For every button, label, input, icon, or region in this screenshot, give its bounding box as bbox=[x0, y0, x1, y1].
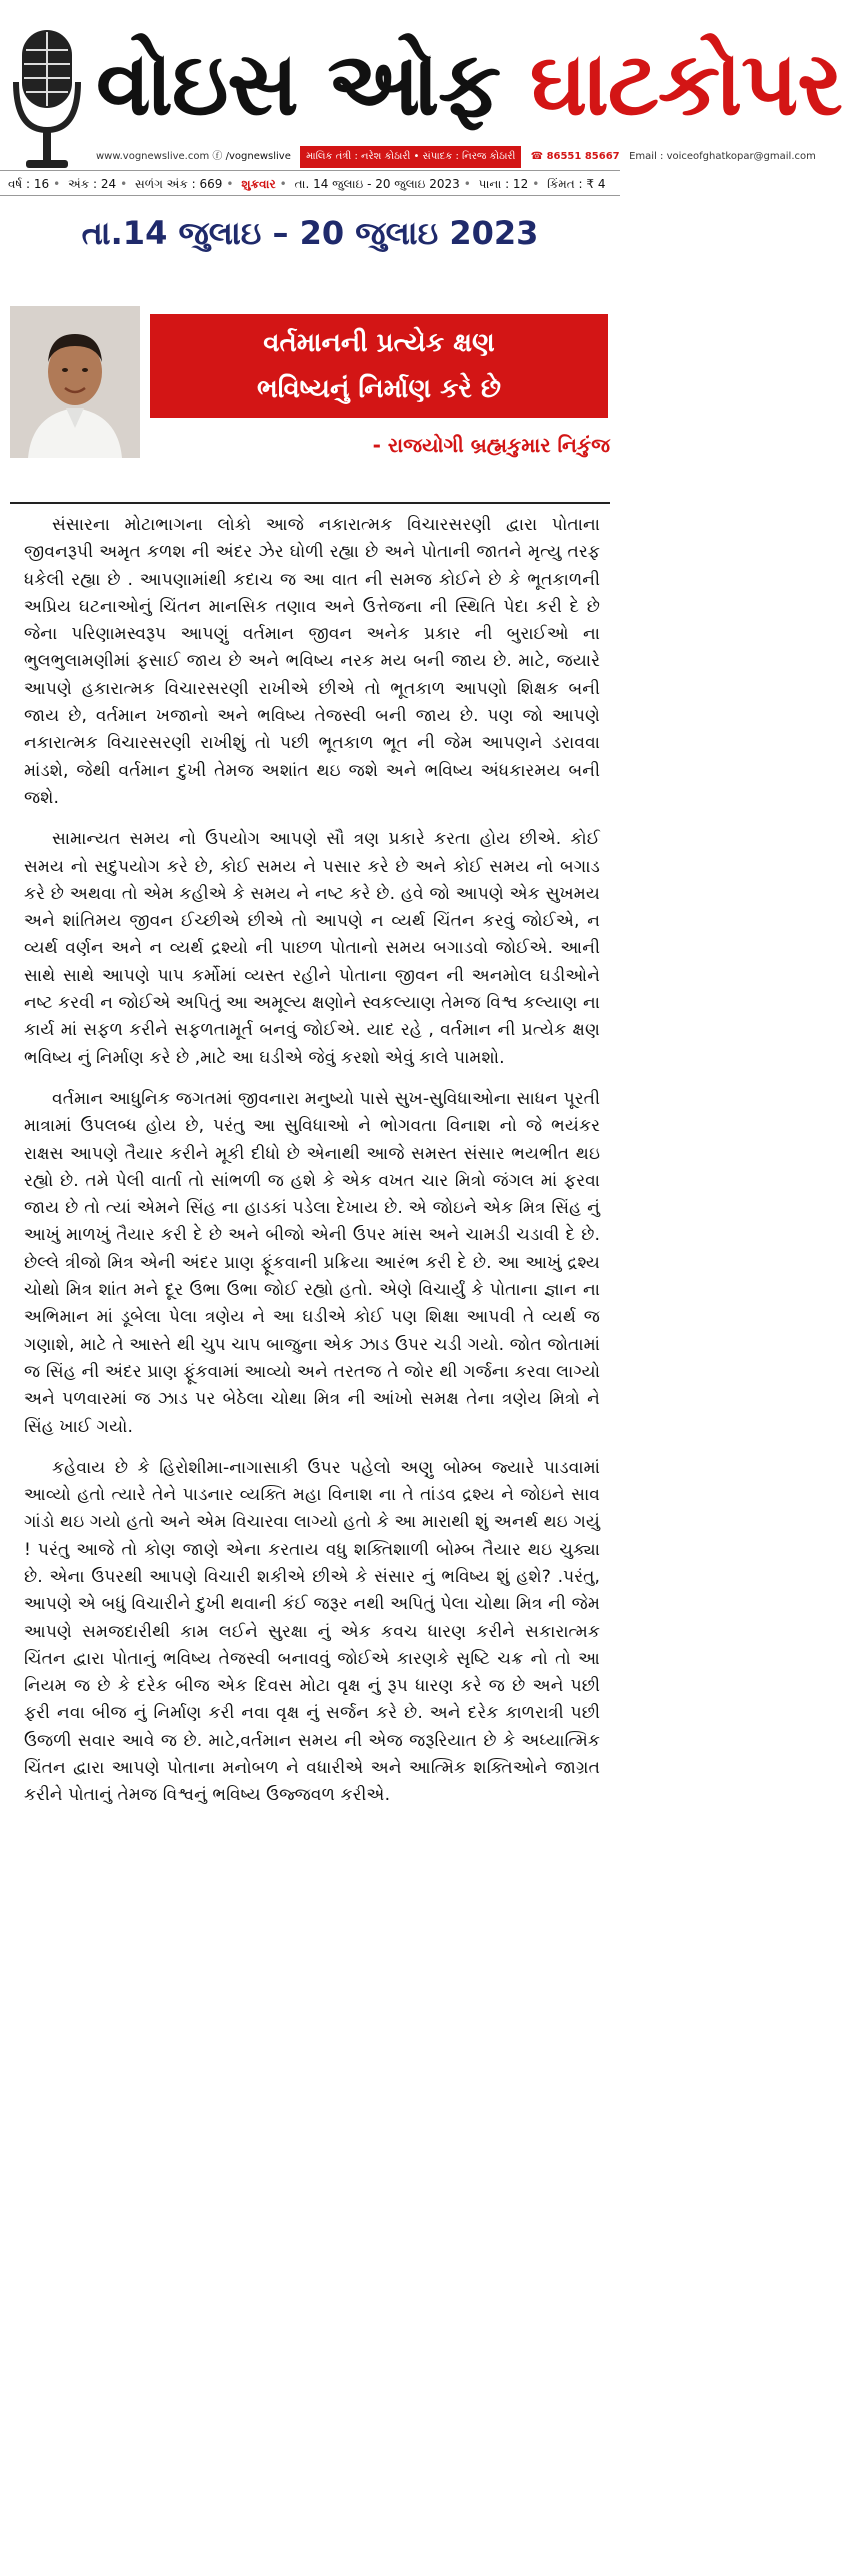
issue-pages: પાના : 12 bbox=[478, 177, 529, 191]
newspaper-title-part1: વોઇસ ઓફ bbox=[96, 32, 501, 135]
article-paragraph: સામાન્યત સમય નો ઉપયોગ આપણે સૌ ત્રણ પ્રકારે કરતા હોય છીએ. કોઈ સમય નો સદુપયોગ કરે છે, કોઈ સમય ને પસાર કરે છે અને કોઈ સમય નો બગાડ કરે છે અથવા તો એમ કહીએ કે સમય ને નષ્ટ કરે છે. હવે જો આપણે એક સુખમય અને શાંતિમય જીવન ઈચ્છીએ છીએ તો આપણે ન વ્યર્થ ચિંતન કરવું જોઈએ, ન વ્યર્થ વર્ણન અને ન વ્યર્થ દ્રશ્યો ની પાછળ પોતાનો સમય બગાડવો જોઈએ. આની સાથે સાથે આપણે પાપ કર્મોમાં વ્યસ્ત રહીને પોતાના જીવન ની અનમોલ ઘડીઓને નષ્ટ કરવી ન જોઈએ અપિતું આ અમૂલ્ય ક્ષણોને સ્વકલ્યાણ તેમજ વિશ્વ કલ્યાણ ના કાર્ય માં સફળ કરીને સફળતામૂર્ત બનવું જોઈએ. યાદ રહે , વર્તમાન ની પ્રત્યેક ક્ષણ ભવિષ્ય નું નિર્માણ કરે છે ,માટે આ ઘડીએ જેવું કરશો એવું કાલે પામશો. bbox=[24, 829, 600, 1068]
issue-volume: વર્ષ : 16 bbox=[8, 177, 50, 191]
author-photo bbox=[10, 306, 140, 458]
email-address[interactable]: Email : voiceofghatkopar@gmail.com bbox=[629, 151, 816, 162]
issue-price: કિંમત : ₹ 4 bbox=[547, 177, 606, 191]
article-paragraph: સંસારના મોટાભાગના લોકો આજે નકારાત્મક વિચારસરણી દ્વારા પોતાના જીવનરૂપી અમૃત કળશ ની અંદર ઝેર ઘોળી રહ્યા છે અને પોતાની જાતને મૃત્યુ તરફ ધકેલી રહ્યા છે . આપણામાંથી કદાચ જ આ વાત ની સમજ કોઈને છે કે ભૂતકાળની અપ્રિય ઘટનાઓનું ચિંતન માનસિક તણાવ અને ઉત્તેજના ની સ્થિતિ પેદા કરી દે છે જેના પરિણામસ્વરૂપ આપણું વર્તમાન જીવન અનેક પ્રકાર ની બુરાઈઓ ના ભુલભુલામણીમાં ફસાઈ જાય છે અને ભવિષ્ય નરક મય બની જાય છે. માટે, જયારે આપણે હકારાત્મક વિચારસરણી રાખીએ છીએ તો ભૂતકાળ આપણો શિક્ષક બની જાય છે, વર્તમાન ખજાનો અને ભવિષ્ય તેજસ્વી બની જાય છે. પણ જો આપણે નકારાત્મક વિચારસરણી રાખીશું તો પછી ભૂતકાળ ભૂત ની જેમ આપણને ડરાવવા માંડશે, જેથી વર્તમાન દુખી તેમજ અશાંત થઇ જશે અને ભવિષ્ય અંધકારમય બની જશે. bbox=[24, 515, 600, 808]
newspaper-title bbox=[96, 20, 842, 148]
article-header bbox=[0, 270, 620, 500]
header-divider bbox=[10, 502, 610, 504]
author-portrait-image bbox=[10, 306, 140, 458]
phone-icon: ☎ bbox=[530, 151, 544, 162]
masthead bbox=[0, 0, 842, 196]
issue-info-bar: વર્ષ : 16 • અંક : 24 • સળંગ અંક : 669 • શુક્રવાર • તા. 14 જુલાઇ - 20 જુલાઇ 2023 • પાના : 12 • કિંમત : ₹ 4 bbox=[0, 170, 620, 196]
phone-number: 86551 85667 bbox=[546, 151, 620, 162]
newspaper-title-part2: ઘાટકોપર bbox=[529, 32, 842, 135]
contact-line bbox=[96, 146, 816, 168]
editor-credit: માલિક તંત્રી : નરેશ કોઠારી • સંપાદક : નિરજ કોઠારી bbox=[300, 146, 521, 168]
article-paragraph: વર્તમાન આધુનિક જગતમાં જીવનારા મનુષ્યો પાસે સુખ-સુવિધાઓના સાધન પૂરતી માત્રામાં ઉપલબ્ધ હોય છે, પરંતુ આ સુવિધાઓ ને ભોગવતા વિનાશ નો જે ભયંકર રાક્ષસ આપણે તૈયાર કરીને મૂકી દીધો છે એનાથી આજે સમસ્ત સંસાર ભયભીત થઇ રહ્યો છે. તમે પેલી વાર્તા તો સાંભળી જ હશે કે એક વખત ચાર મિત્રો જંગલ માં ફરવા જાય છે તો ત્યાં એમને સિંહ ના હાડકાં પડેલા દેખાય છે. એ જોઇને એક મિત્ર સિંહ નું આખું માળખું તૈયાર કરી દે છે અને બીજો એની ઉપર માંસ અને ચામડી ચડાવી દે છે. છેલ્લે ત્રીજો મિત્ર એની અંદર પ્રાણ ફૂંકવાની પ્રક્રિયા આરંભ કરી દે છે. આ આખું દ્રશ્ય ચોથો મિત્ર શાંત મને દૂર ઉભા ઉભા જોઈ રહ્યો હતો. એણે વિચાર્યું કે પોતાના જ્ઞાન ના અભિમાન માં ડૂબેલા પેલા ત્રણેય ને આ ઘડીએ કોઈ પણ શિક્ષા આપવી તે વ્યર્થ જ ગણાશે, માટે તે આસ્તે થી ચુપ ચાપ બાજુના એક ઝાડ ઉપર ચડી ગયો. જોત જોતામાં જ સિંહ ની અંદર પ્રાણ ફૂંકવામાં આવ્યો અને તરતજ તે જોર થી ગર્જના કરવા લાગ્યો અને પળવારમાં જ ઝાડ પર બેઠેલા ચોથા મિત્ર ની આંખો સમક્ષ તેના ત્રણેય મિત્રો ને સિંહ ખાઈ ગયો. bbox=[24, 1088, 600, 1437]
issue-number: અંક : 24 bbox=[68, 177, 117, 191]
issue-day: શુક્રવાર bbox=[241, 177, 276, 191]
article-body bbox=[24, 512, 600, 1824]
issue-serial: સળંગ અંક : 669 bbox=[135, 177, 223, 191]
microphone-icon bbox=[8, 26, 86, 176]
website-link[interactable]: www.vognewslive.com bbox=[96, 151, 210, 162]
article-headline bbox=[150, 314, 608, 418]
article-author: - રાજયોગી બ્રહ્મકુમાર નિકુંજ bbox=[372, 433, 610, 457]
issue-date-range: તા. 14 જુલાઇ - 20 જુલાઇ 2023 bbox=[294, 177, 460, 191]
headline-line-2: ભવિષ્યનું નિર્માણ કરે છે bbox=[256, 374, 502, 404]
date-heading: તા.14 જુલાઇ – 20 જુલાઇ 2023 bbox=[81, 214, 539, 252]
social-handle[interactable]: /vognewslive bbox=[225, 151, 291, 162]
article-paragraph: કહેવાય છે કે હિરોશીમા-નાગાસાકી ઉપર પહેલો અણુ બોમ્બ જ્યારે પાડવામાં આવ્યો હતો ત્યારે તેને પાડનાર વ્યક્તિ મહા વિનાશ ના તે તાંડવ દ્રશ્ય ને જોઇને સાવ ગાંડો થઇ ગયો હતો અને એમ વિચારવા લાગ્યો હતો કે આ મારાથી શું અનર્થ થઇ ગયું ! પરંતુ આજે તો કોણ જાણે એના કરતાય વધુ શક્તિશાળી બોમ્બ તૈયાર થઇ ચુક્યા છે. એના ઉપરથી આપણે વિચારી શકીએ છીએ કે સંસાર નું ભવિષ્ય શું હશે? .પરંતુ, આપણે એ બધું વિચારીને દુખી થવાની કંઈ જરૂર નથી અપિતું પેલા ચોથા મિત્ર ની જેમ આપણે સમજદારીથી કામ લઈને સુરક્ષા નું એક કવચ ધારણ કરીને સકારાત્મક ચિંતન દ્વારા પોતાનું ભવિષ્ય તેજસ્વી બનાવવું જોઈએ કારણકે સૃષ્ટિ ચક્ર નો તો આ નિયમ જ છે કે દરેક બીજ એક દિવસ મોટા વૃક્ષ નું રૂપ ધારણ કરે જ છે અને પછી ફરી નવા બીજ નું નિર્માણ કરી નવા વૃક્ષ નું સર્જન કરે છે. અને દરેક કાળરાત્રી પછી ઉજળી સવાર આવે જ છે. માટે,વર્તમાન સમય ની એજ જરૂરિયાત છે કે અધ્યાત્મિક ચિંતન દ્વારા આપણે પોતાના મનોબળ ને વધારીએ અને આત્મિક શક્તિઓને જાગ્રત કરીને પોતાનું તેમજ વિશ્વનું ભવિષ્ય ઉજ્જવળ કરીએ. bbox=[24, 1457, 600, 1806]
headline-line-1: વર્તમાનની પ્રત્યેક ક્ષણ bbox=[263, 328, 495, 358]
facebook-icon: ⓕ bbox=[212, 151, 223, 162]
